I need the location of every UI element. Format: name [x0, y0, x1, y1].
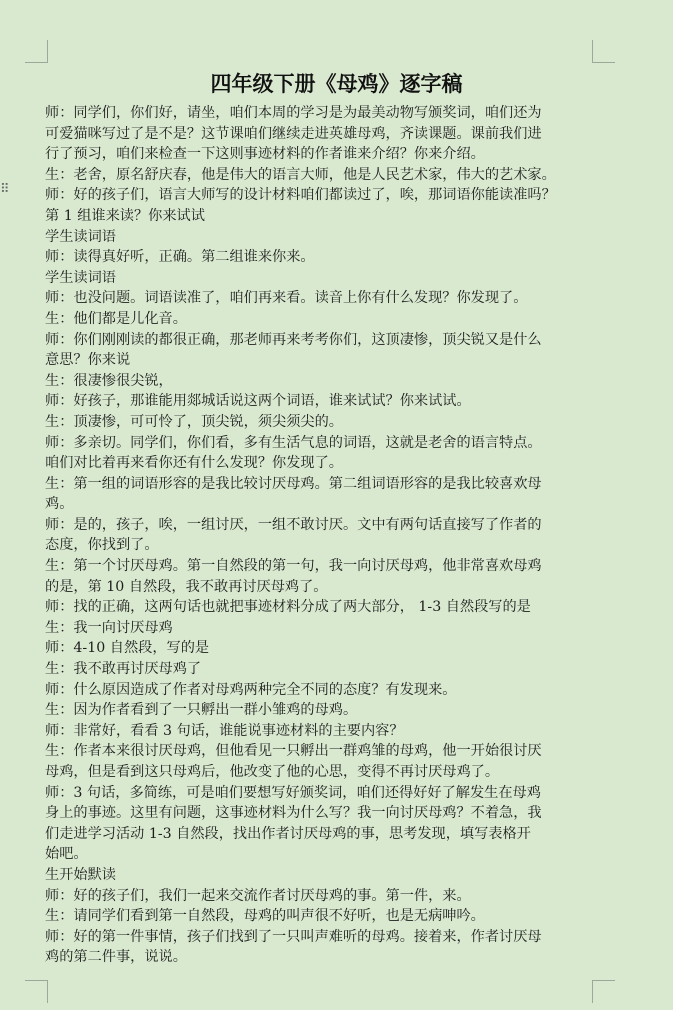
text-line: 的是，第 10 自然段，我不敢再讨厌母鸡了。 [45, 578, 328, 595]
text-line: 身上的事迹。这里有问题，这事迹材料为什么写？我一向讨厌母鸡？不着急，我 [45, 805, 542, 822]
drag-handle-icon[interactable]: ⠿ [0, 182, 9, 197]
text-line: 师：好的第一件事情，孩子们找到了一只叫声难听的母鸡。接着来，作者讨厌母 [45, 928, 542, 945]
text-line: 鸡的第二件事，说说。 [45, 949, 187, 966]
text-line: 行了预习，咱们来检查一下这则事迹材料的作者谁来介绍？你来介绍。 [45, 146, 485, 163]
text-line: 态度，你找到了。 [45, 537, 159, 554]
document-body [45, 103, 605, 968]
text-line: 母鸡，但是看到这只母鸡后，他改变了他的心思，变得不再讨厌母鸡了。 [45, 764, 500, 780]
corner-mark-top-left [25, 40, 48, 63]
text-line: 可爱猫咪写过了是不是？这节课咱们继续走进英雄母鸡，齐读课题。课前我们进 [45, 125, 542, 142]
text-line: 师：4-10 自然段，写的是 [45, 640, 210, 657]
text-line: 鸡。 [45, 496, 74, 513]
text-line: 生：顶凄惨，可可怜了，顶尖锐，须尖须尖的。 [45, 413, 343, 430]
text-line: 生：老舍，原名舒庆春，他是伟大的语言大师，他是人民艺术家，伟大的艺术家。 [45, 166, 556, 183]
text-line: 师：好的孩子们，我们一起来交流作者讨厌母鸡的事。第一件，来。 [45, 887, 471, 904]
text-line: 师：同学们，你们好，请坐，咱们本周的学习是为最美动物写颁奖词，咱们还为 [45, 105, 542, 121]
text-line: 师：非常好，看看 3 句话，谁能说事迹材料的主要内容？ [45, 722, 404, 739]
text-line: 师：也没问题。词语读准了，咱们再来看。读音上你有什么发现？你发现了。 [45, 290, 528, 307]
corner-mark-bottom-left [25, 980, 48, 1003]
text-line: 生：作者本来很讨厌母鸡，但他看见一只孵出一群鸡雏的母鸡，他一开始很讨厌 [45, 743, 542, 760]
text-line: 生：因为作者看到了一只孵出一群小雏鸡的母鸡。 [45, 702, 358, 719]
text-line: 师：读得真好听，正确。第二组谁来你来。 [45, 249, 315, 266]
corner-mark-bottom-right [592, 980, 615, 1003]
text-line: 师：多亲切。同学们，你们看，多有生活气息的词语，这就是老舍的语言特点。 [45, 434, 542, 451]
text-line: 意思？你来说 [45, 352, 131, 369]
text-line: 们走进学习活动 1-3 自然段，找出作者讨厌母鸡的事，思考发现，填写表格开 [45, 825, 531, 842]
text-line: 学生读词语 [45, 269, 116, 286]
text-line: 师：找的正确，这两句话也就把事迹材料分成了两大部分， 1-3 自然段写的是 [45, 599, 531, 616]
text-line: 生：第一组的词语形容的是我比较讨厌母鸡。第二组词语形容的是我比较喜欢母 [45, 475, 542, 492]
text-line: 师：你们刚刚读的都很正确，那老师再来考考你们，这顶凄惨，顶尖锐又是什么 [45, 331, 542, 348]
corner-mark-top-right [592, 40, 615, 63]
text-line: 生：第一个讨厌母鸡。第一自然段的第一句，我一向讨厌母鸡，他非常喜欢母鸡 [45, 558, 542, 575]
text-line: 生：他们都是儿化音。 [45, 310, 187, 327]
text-line: 咱们对比着再来看你还有什么发现？你发现了。 [45, 455, 343, 472]
text-line: 生：我不敢再讨厌母鸡了 [45, 661, 202, 678]
text-line: 生：很凄惨很尖锐， [45, 372, 173, 389]
text-line: 师：好的孩子们，语言大师写的设计材料咱们都读过了，唉，那词语你能读准吗？ [45, 187, 556, 204]
text-line: 第 1 组谁来读？你来试试 [45, 207, 205, 224]
text-line: 生：我一向讨厌母鸡 [45, 619, 173, 636]
text-line: 师：是的，孩子，唉，一组讨厌，一组不敢讨厌。文中有两句话直接写了作者的 [45, 516, 542, 533]
text-line: 生：请同学们看到第一自然段，母鸡的叫声很不好听，也是无病呻吟。 [45, 908, 485, 925]
page-title: 四年级下册《母鸡》逐字稿 [210, 71, 463, 96]
text-line: 师：什么原因造成了作者对母鸡两种完全不同的态度？有发现来。 [45, 681, 457, 698]
text-line: 师：好孩子，那谁能用郯城话说这两个词语，谁来试试？你来试试。 [45, 393, 471, 410]
text-line: 生开始默读 [45, 866, 116, 883]
text-line: 始吧。 [45, 846, 88, 863]
text-line: 学生读词语 [45, 228, 116, 245]
text-line: 师：3 句话，多简练，可是咱们要想写好颁奖词，咱们还得好好了解发生在母鸡 [45, 784, 541, 801]
